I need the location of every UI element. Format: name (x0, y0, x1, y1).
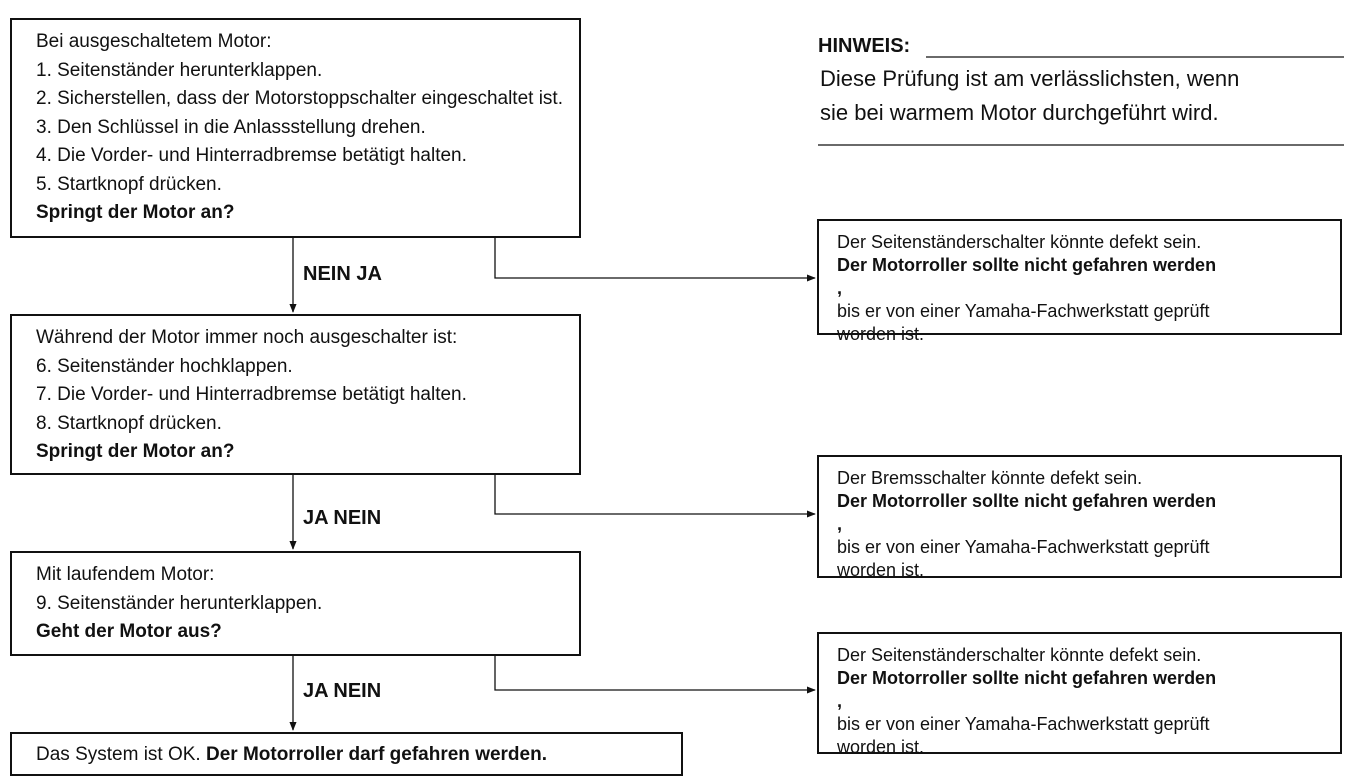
label-1-side: JA (356, 263, 382, 285)
result1-line-3: bis er von einer Yamaha-Fachwerkstatt geprüft (837, 301, 1210, 321)
result1-line-1: Der Seitenständerschalter könnte defekt sein. (837, 232, 1202, 252)
step1-line-1: Bei ausgeschaltetem Motor: (36, 31, 272, 52)
step-box-1 (10, 18, 581, 238)
step2-line-4: 8. Startknopf drücken. (36, 412, 222, 434)
step3-line-2: 9. Seitenständer herunterklappen. (36, 592, 323, 614)
step1-line-5: 4. Die Vorder- und Hinterradbremse betätigt halten. (36, 145, 467, 166)
result2-line-4: worden ist. (837, 560, 925, 580)
note-heading: HINWEIS: (818, 35, 911, 57)
step-box-2 (10, 314, 581, 475)
arrow-side-3 (495, 656, 815, 690)
step1-line-2: 1. Seitenständer herunterklappen. (36, 59, 323, 81)
result1-warning: Der Motorroller sollte nicht gefahren werden , (837, 255, 1217, 298)
step2-line-3: 7. Die Vorder- und Hinterradbremse betätigt halten. (36, 384, 467, 405)
step1-line-3: 2. Sicherstellen, dass der Motorstoppschalter eingeschaltet ist. (36, 88, 563, 109)
result-box-3 (817, 632, 1342, 757)
result-box-1 (817, 219, 1342, 344)
result-box-2 (817, 455, 1342, 578)
step2-line-2: 6. Seitenständer hochklappen. (36, 355, 293, 377)
result1-line-4: worden ist. (837, 324, 925, 344)
step2-question: Springt der Motor an? (36, 441, 235, 462)
note-line-2: sie bei warmem Motor durchgeführt wird. (820, 100, 1219, 125)
label-1-down: NEIN (303, 263, 351, 285)
arrow-side-2 (495, 475, 815, 514)
label-2-down: JA (303, 507, 328, 529)
arrow-side-1 (495, 238, 815, 278)
branch-label-3 (303, 680, 381, 703)
branch-label-1 (303, 263, 382, 286)
final-text: Das System ist OK. (36, 744, 206, 765)
final-bold: Der Motorroller darf gefahren werden. (205, 744, 547, 765)
result3-warning: Der Motorroller sollte nicht gefahren werden , (837, 668, 1217, 711)
label-3-side: NEIN (333, 680, 382, 702)
result2-line-3: bis er von einer Yamaha-Fachwerkstatt geprüft (837, 537, 1210, 557)
step3-question: Geht der Motor aus? (36, 621, 222, 642)
result3-line-4: worden ist. (837, 737, 925, 757)
result3-line-3: bis er von einer Yamaha-Fachwerkstatt geprüft (837, 714, 1210, 734)
step-box-3 (10, 551, 581, 656)
final-box (10, 732, 683, 776)
branch-label-2 (303, 507, 381, 530)
step1-line-6: 5. Startknopf drücken. (36, 173, 222, 195)
step3-line-1: Mit laufendem Motor: (36, 564, 215, 585)
result3-line-1: Der Seitenständerschalter könnte defekt sein. (837, 645, 1202, 665)
step2-line-1: Während der Motor immer noch ausgeschalter ist: (36, 327, 458, 348)
result2-line-1: Der Bremsschalter könnte defekt sein. (837, 468, 1143, 488)
step1-question: Springt der Motor an? (36, 202, 235, 223)
result2-warning: Der Motorroller sollte nicht gefahren werden , (837, 491, 1217, 534)
note-line-1: Diese Prüfung ist am verlässlichsten, wenn (820, 66, 1240, 91)
label-3-down: JA (303, 680, 328, 702)
step1-line-4: 3. Den Schlüssel in die Anlassstellung drehen. (36, 116, 426, 138)
label-2-side: NEIN (333, 507, 382, 529)
